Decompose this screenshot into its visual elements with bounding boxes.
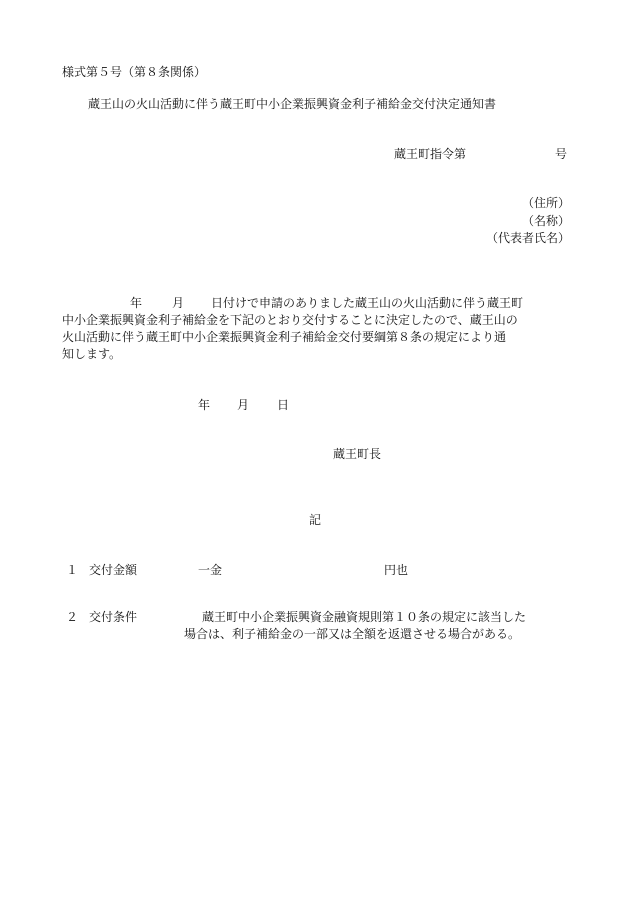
body-line-4: 知します。: [62, 347, 122, 361]
issue-date-year: 年: [198, 398, 211, 412]
issue-date-day: 日: [277, 398, 290, 412]
addressee-name: （名称）: [521, 214, 570, 228]
document-title: 蔵王山の火山活動に伴う蔵王町中小企業振興資金利子補給金交付決定通知書: [88, 97, 497, 111]
item-2-label: 交付条件: [89, 610, 138, 624]
body-date-year: 年: [130, 296, 143, 310]
order-number-prefix: 蔵王町指令第: [394, 147, 467, 161]
body-line-3: 火山活動に伴う蔵王町中小企業振興資金利子補給金交付要綱第８条の規定により通: [62, 330, 507, 344]
issuer-name: 蔵王町長: [333, 447, 382, 461]
item-1-amount-suffix: 円也: [384, 563, 409, 577]
item-1-number: １: [66, 563, 79, 577]
item-2-number: ２: [66, 610, 79, 624]
order-number-suffix: 号: [555, 147, 568, 161]
body-line-1: [62, 295, 572, 312]
item-2-condition-text: 蔵王町中小企業振興資金融資規則第１０条の規定に該当した 場合は、利子補給金の一部又は全額を返還させる場合がある。: [184, 610, 527, 641]
form-label: 様式第５号（第８条関係）: [62, 65, 207, 79]
addressee-representative: （代表者氏名）: [485, 231, 570, 245]
ki-heading: 記: [309, 513, 322, 527]
body-line-2: 中小企業振興資金利子補給金を下記のとおり交付することに決定したので、蔵王山の: [62, 313, 518, 327]
item-1-amount-prefix: 一金: [198, 563, 223, 577]
body-date-month: 月: [172, 296, 185, 310]
body-line-1-text: 日付けで申請のありました蔵王山の火山活動に伴う蔵王町: [211, 296, 524, 310]
addressee-address: （住所）: [521, 196, 570, 210]
issue-date-month: 月: [237, 398, 250, 412]
body-paragraph: [62, 295, 572, 363]
item-1-label: 交付金額: [89, 563, 138, 577]
